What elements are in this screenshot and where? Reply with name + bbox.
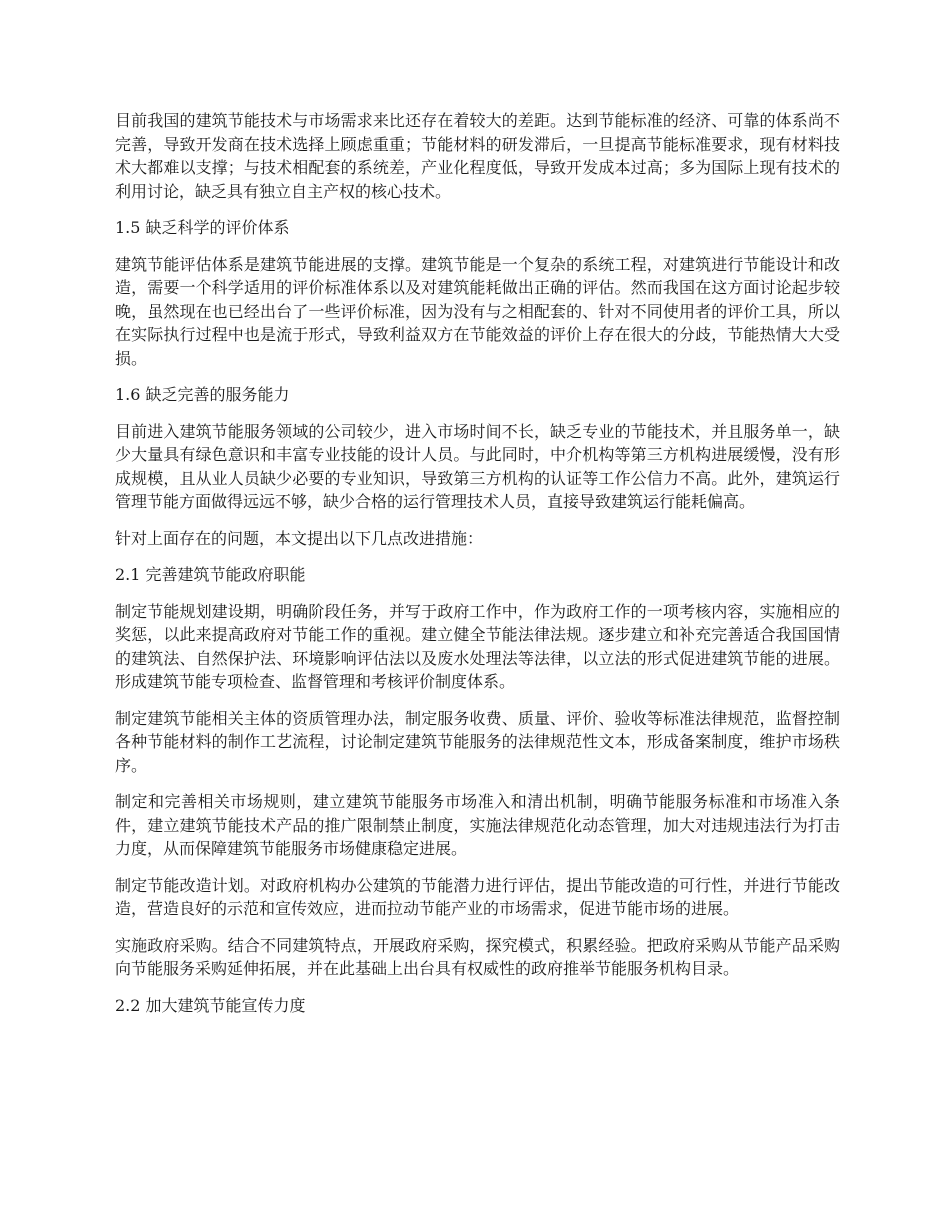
paragraph-tech-gap: 目前我国的建筑节能技术与市场需求来比还存在着较大的差距。达到节能标准的经济、可靠的体系尚不完善，导致开发商在技术选择上顾虑重重；节能材料的研发滞后，一旦提高节能标准要求，现有材料技术大都难以支撑；与技术相配套的系统差，产业化程度低，导致开发成本过高；多为国际上现有技术的利用讨论，缺乏具有独立自主产权的核心技术。 xyxy=(115,111,840,201)
heading-2-1: 2.1 完善建筑节能政府职能 xyxy=(115,565,306,584)
paragraph-planning: 制定节能规划建设期，明确阶段任务，并写于政府工作中，作为政府工作的一项考核内容，实施相应的奖惩，以此来提高政府对节能工作的重视。建立健全节能法律法规。逐步建立和补充完善适合我国国情的建筑法、自然保护法、环境影响评估法以及废水处理法等法律，以立法的形式促进建筑节能的进展。形成建筑节能专项检查、监督管理和考核评价制度体系。 xyxy=(115,601,840,691)
paragraph-procurement: 实施政府采购。结合不同建筑特点，开展政府采购，探究模式，积累经验。把政府采购从节能产品采购向节能服务采购延伸拓展，并在此基础上出台具有权威性的政府推举节能服务机构目录。 xyxy=(115,935,840,978)
paragraph-market-rules: 制定和完善相关市场规则，建立建筑节能服务市场准入和清出机制，明确节能服务标准和市场准入条件，建立建筑节能技术产品的推广限制禁止制度，实施法律规范化动态管理，加大对违规违法行为打击力度，从而保障建筑节能服务市场健康稳定进展。 xyxy=(115,792,840,858)
paragraph-evaluation-system: 建筑节能评估体系是建筑节能进展的支撑。建筑节能是一个复杂的系统工程，对建筑进行节能设计和改造，需要一个科学适用的评价标准体系以及对建筑能耗做出正确的评估。然而我国在这方面讨论起步较晚，虽然现在也已经出台了一些评价标准，因为没有与之相配套的、针对不同使用者的评价工具，所以在实际执行过程中也是流于形式，导致利益双方在节能效益的评价上存在很大的分歧，节能热情大大受损。 xyxy=(115,254,840,368)
heading-1-6: 1.6 缺乏完善的服务能力 xyxy=(115,385,290,404)
heading-1-5: 1.5 缺乏科学的评价体系 xyxy=(115,218,290,237)
paragraph-renovation-plan: 制定节能改造计划。对政府机构办公建筑的节能潜力进行评估，提出节能改造的可行性，并进行节能改造，营造良好的示范和宣传效应，进而拉动节能产业的市场需求，促进节能市场的进展。 xyxy=(115,875,840,918)
heading-2-2: 2.2 加大建筑节能宣传力度 xyxy=(115,995,306,1015)
paragraph-service-capability: 目前进入建筑节能服务领域的公司较少，进入市场时间不长，缺乏专业的节能技术，并且服务单一，缺少大量具有绿色意识和丰富专业技能的设计人员。与此同时，中介机构等第三方机构进展缓慢，没有形成规模，且从业人员缺少必要的专业知识，导致第三方机构的认证等工作公信力不高。此外，建筑运行管理节能方面做得远远不够，缺少合格的运行管理技术人员，直接导致建筑运行能耗偏高。 xyxy=(115,421,840,511)
paragraph-qualification: 制定建筑节能相关主体的资质管理办法，制定服务收费、质量、评价、验收等标准法律规范，监督控制各种节能材料的制作工艺流程，讨论制定建筑节能服务的法律规范性文本，形成备案制度，维护市场秩序。 xyxy=(115,708,840,775)
document-page xyxy=(115,109,840,1030)
paragraph-improvement-intro: 针对上面存在的问题，本文提出以下几点改进措施： xyxy=(115,528,484,548)
